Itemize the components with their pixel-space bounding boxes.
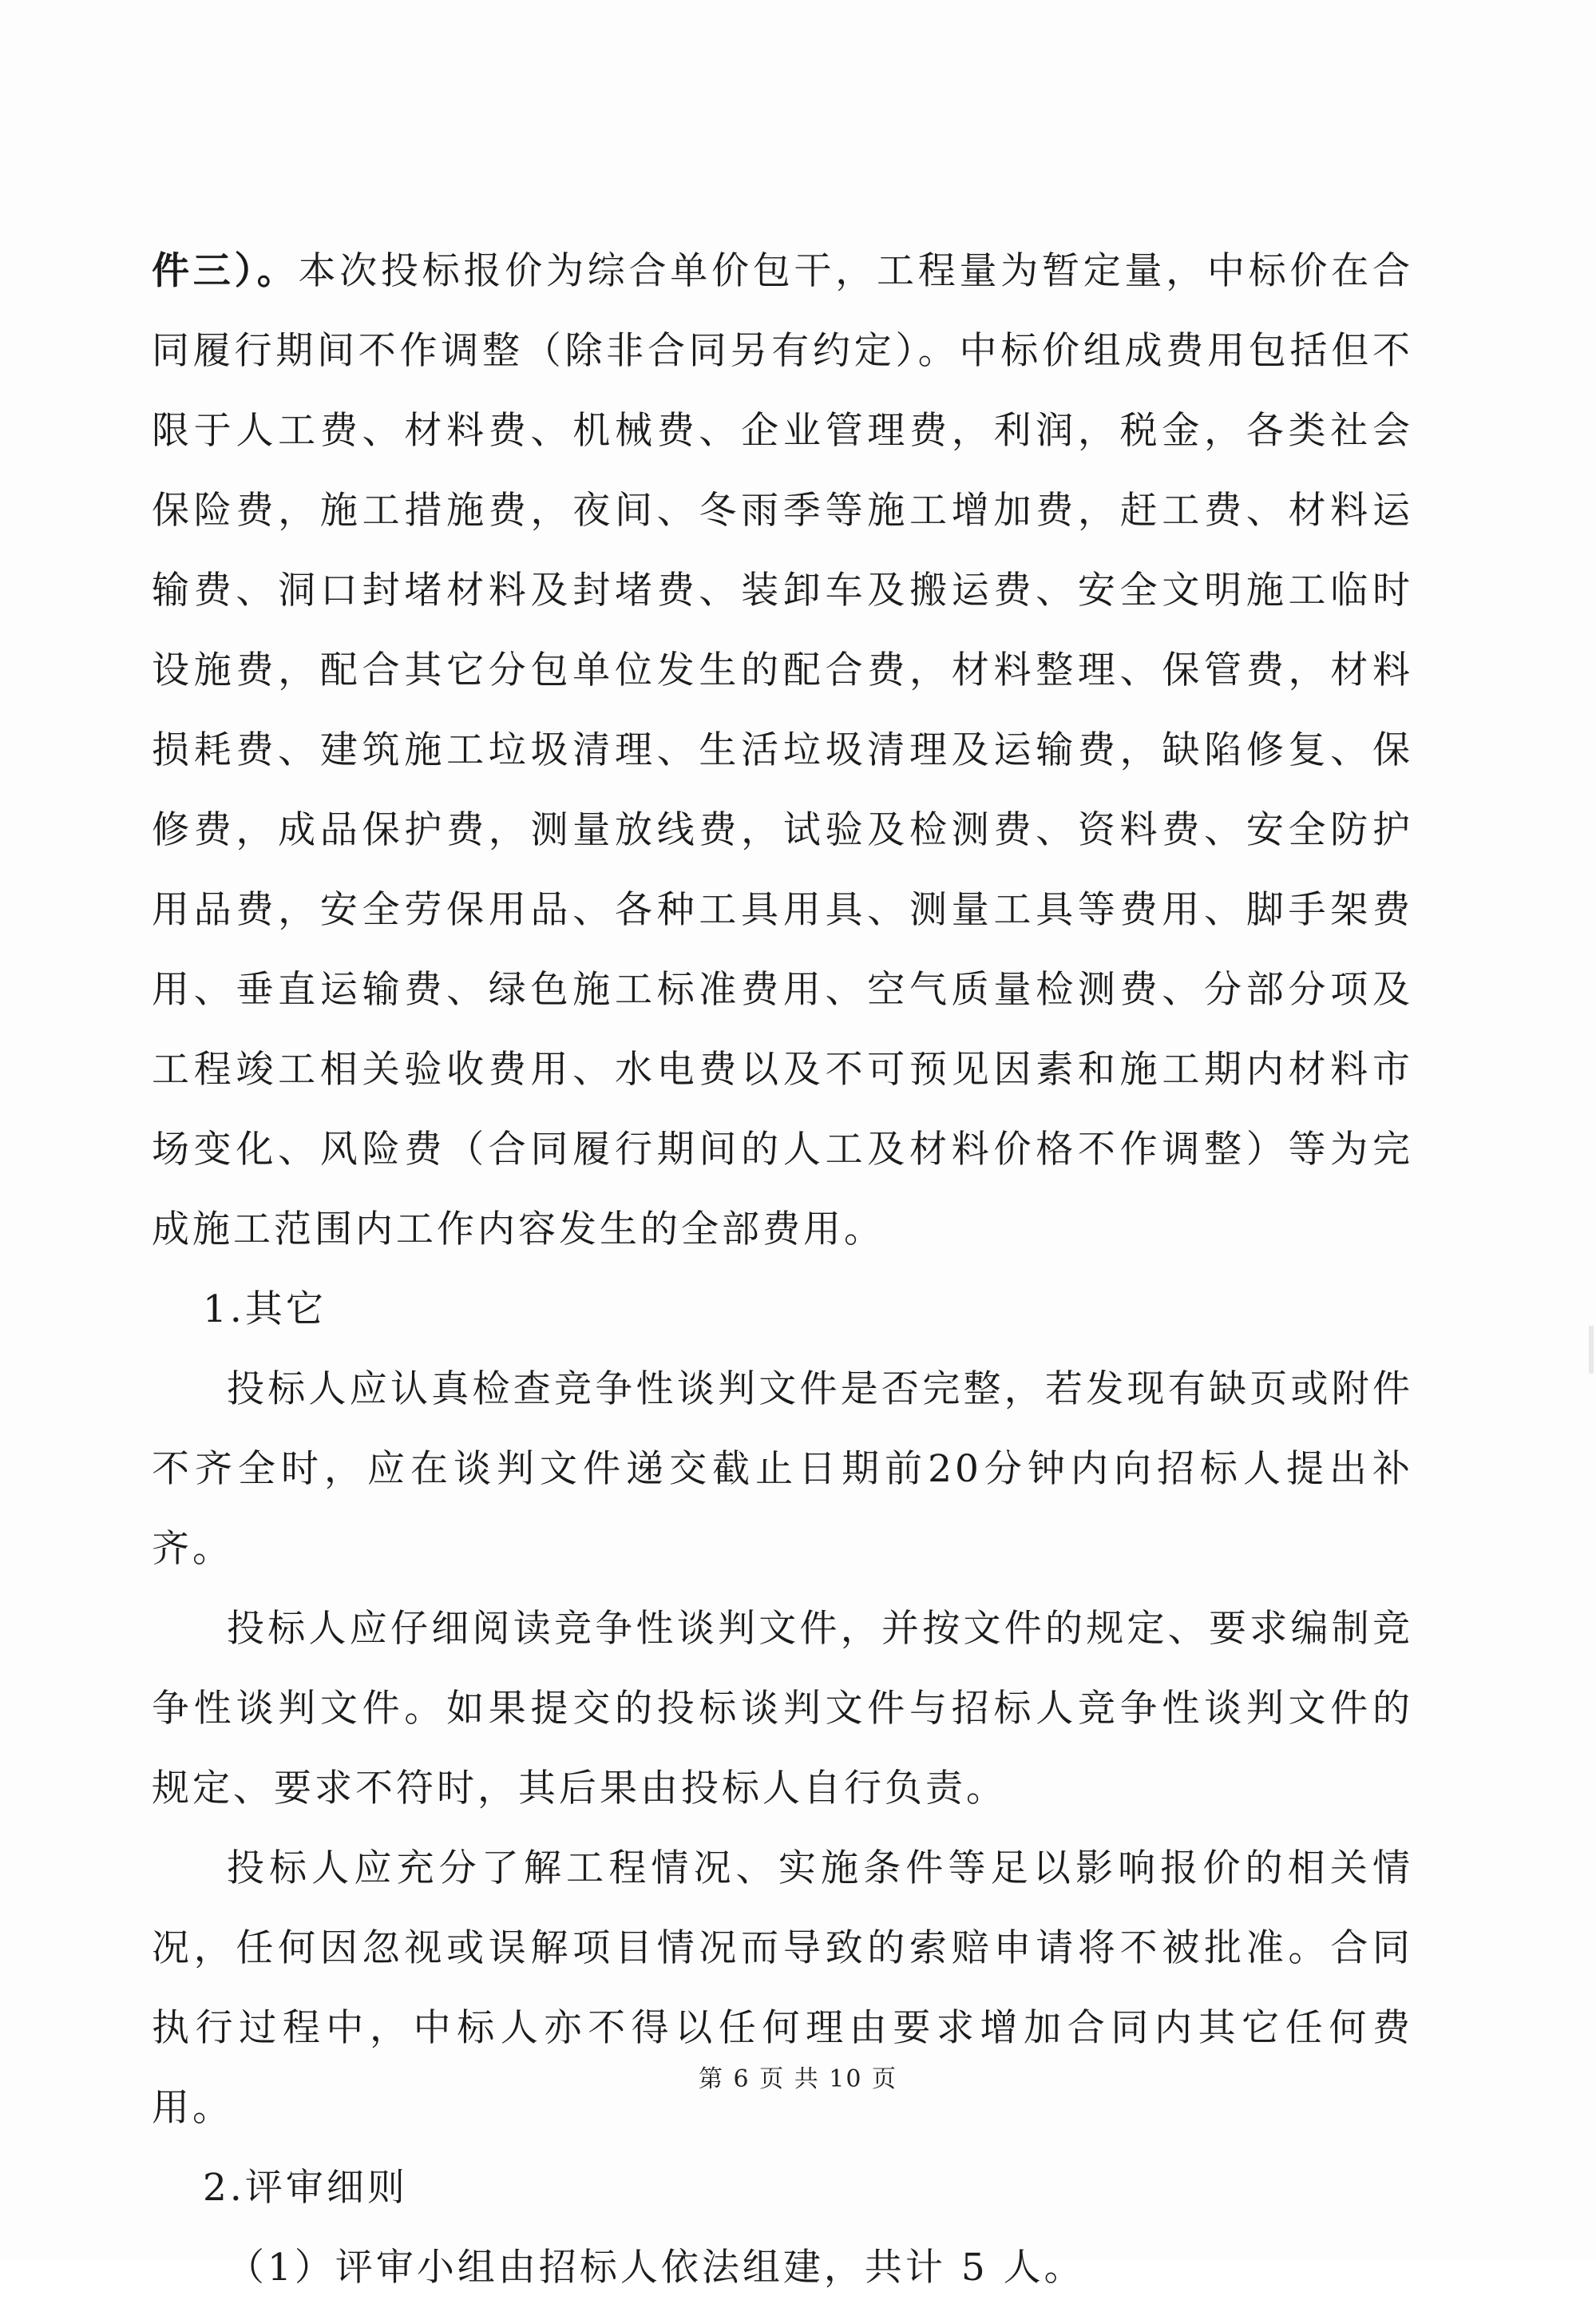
paragraph-read-documents: 投标人应仔细阅读竞争性谈判文件，并按文件的规定、要求编制竞争性谈判文件。如果提交的投标谈判文件与招标人竞争性谈判文件的规定、要求不符时，其后果由投标人自行负责。: [152, 1607, 1413, 1810]
paragraph-pricing-continuation: [152, 232, 1413, 1270]
section-heading-evaluation: 2.评审细则: [203, 2166, 408, 2210]
scan-edge-mark: [1589, 1326, 1594, 1374]
paragraph-understand-project: 投标人应充分了解工程情况、实施条件等足以影响报价的相关情况，任何因忽视或误解项目情况而导致的索赔申请将不被批准。合同执行过程中，中标人亦不得以任何理由要求增加合同内其它任何费用。: [152, 1846, 1413, 2130]
paragraph-evaluation-panel: （1）评审小组由招标人依法组建，共计 5 人。: [227, 2246, 1085, 2290]
document-body: [152, 232, 1413, 2308]
page-number-footer: 第 6 页 共 10 页: [699, 2065, 897, 2093]
paragraph-check-documents: 投标人应认真检查竞争性谈判文件是否完整，若发现有缺页或附件不齐全时，应在谈判文件递交截止日期前20分钟内向招标人提出补齐。: [152, 1367, 1413, 1571]
section-heading-other: 1.其它: [203, 1287, 327, 1331]
paragraph-lead-fragment: 件三）。: [152, 249, 299, 293]
paragraph-text: 本次投标报价为综合单价包干，工程量为暂定量，中标价在合同履行期间不作调整（除非合同另有约定）。中标价组成费用包括但不限于人工费、材料费、机械费、企业管理费，利润，税金，各类社会保险费，施工措施费，夜间、冬雨季等施工增加费，赶工费、材料运输费、洞口封堵材料及封堵费、装卸车及搬运费、安全文明施工临时设施费，配合其它分包单位发生的配合费，材料整理、保管费，材料损耗费、建筑施工垃圾清理、生活垃圾清理及运输费，缺陷修复、保修费，成品保护费，测量放线费，试验及检测费、资料费、安全防护用品费，安全劳保用品、各种工具用具、测量工具等费用、脚手架费用、垂直运输费、绿色施工标准费用、空气质量检测费、分部分项及工程竣工相关验收费用、水电费以及不可预见因素和施工期内材料市场变化、风险费（合同履行期间的人工及材料价格不作调整）等为完成施工范围内工作内容发生的全部费用。: [152, 249, 1413, 1251]
